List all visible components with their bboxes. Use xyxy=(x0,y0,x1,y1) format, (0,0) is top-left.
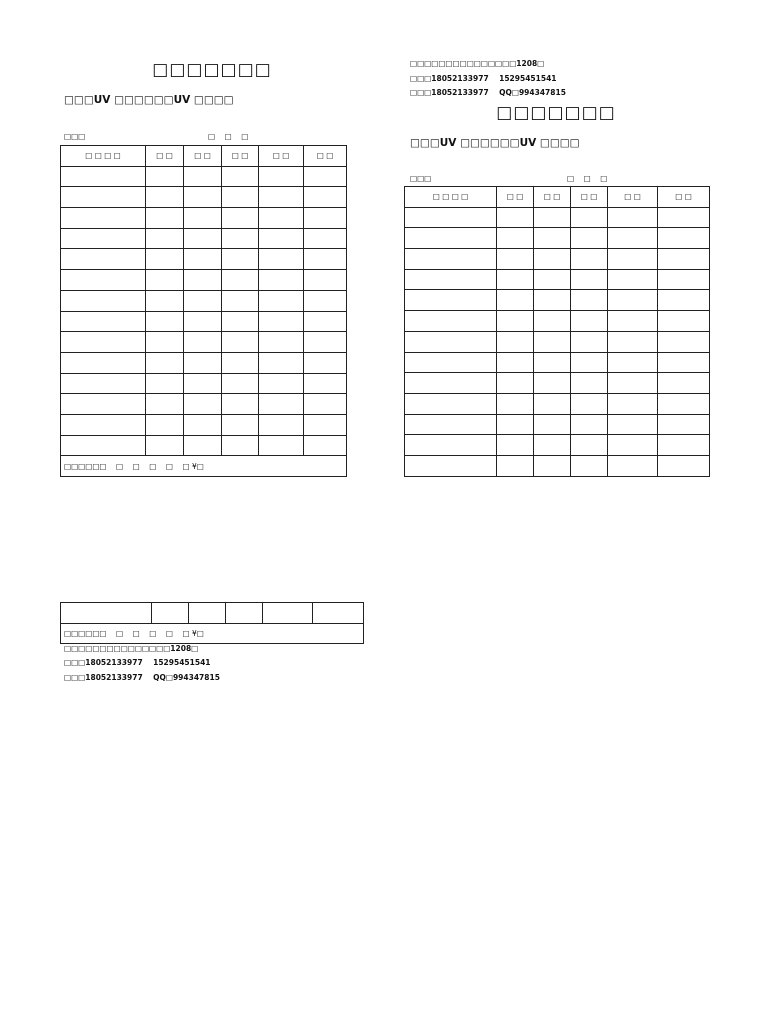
column-header: □ □ xyxy=(534,187,571,208)
table-cell xyxy=(222,352,259,373)
table-row xyxy=(61,290,347,311)
table-body xyxy=(61,166,347,456)
total-amount-row: □□□□□□ □ □ □ □ □ ¥□ xyxy=(61,623,364,644)
table-cell xyxy=(658,269,710,290)
table-cell xyxy=(222,228,259,249)
table-cell xyxy=(222,270,259,291)
table-cell xyxy=(61,603,152,624)
table-cell xyxy=(259,332,304,353)
column-header: □ □ xyxy=(184,146,222,167)
table-cell xyxy=(222,373,259,394)
table-cell xyxy=(534,249,571,270)
table-row xyxy=(405,373,710,394)
right-date-label: □ □ □ xyxy=(567,174,608,183)
table-cell xyxy=(405,393,497,414)
table-cell xyxy=(497,414,534,435)
table-cell xyxy=(184,208,222,229)
table-cell xyxy=(571,311,608,332)
table-cell xyxy=(61,228,146,249)
table-cell xyxy=(184,435,222,456)
table-cell xyxy=(497,373,534,394)
table-cell xyxy=(534,207,571,228)
table-cell xyxy=(658,207,710,228)
table-cell xyxy=(534,435,571,456)
table-cell xyxy=(608,455,658,476)
table-cell xyxy=(405,249,497,270)
table-cell xyxy=(61,249,146,270)
contact-qq: □□□18052133977 QQ□994347815 xyxy=(410,88,566,97)
table-cell xyxy=(534,373,571,394)
column-header: □ □ □ □ xyxy=(61,146,146,167)
table-row xyxy=(61,603,364,624)
table-cell xyxy=(608,435,658,456)
table-cell xyxy=(608,290,658,311)
table-row xyxy=(61,332,347,353)
table-cell xyxy=(259,187,304,208)
table-body xyxy=(61,603,364,624)
table-cell xyxy=(146,311,184,332)
table-cell xyxy=(571,207,608,228)
table-cell xyxy=(226,603,263,624)
table-cell xyxy=(61,332,146,353)
table-cell xyxy=(259,373,304,394)
table-row xyxy=(61,435,347,456)
table-cell xyxy=(259,208,304,229)
table-cell xyxy=(534,228,571,249)
table-cell xyxy=(259,435,304,456)
table-cell xyxy=(304,435,347,456)
table-cell xyxy=(184,414,222,435)
table-cell xyxy=(658,373,710,394)
table-cell xyxy=(259,311,304,332)
table-cell xyxy=(608,373,658,394)
table-cell xyxy=(146,187,184,208)
table-cell xyxy=(184,249,222,270)
table-cell xyxy=(497,455,534,476)
table-row xyxy=(61,249,347,270)
table-cell xyxy=(184,332,222,353)
table-cell xyxy=(497,207,534,228)
column-header: □ □ xyxy=(608,187,658,208)
table-cell xyxy=(405,455,497,476)
table-cell xyxy=(571,373,608,394)
table-cell xyxy=(222,187,259,208)
contact-phone: □□□18052133977 15295451541 xyxy=(64,658,211,667)
table-cell xyxy=(222,394,259,415)
table-cell xyxy=(658,290,710,311)
table-cell xyxy=(146,228,184,249)
right-form-title: □□□□□□□ xyxy=(496,103,616,123)
table-cell xyxy=(259,228,304,249)
table-cell xyxy=(146,208,184,229)
table-cell xyxy=(608,228,658,249)
bottom-order-table xyxy=(60,602,364,644)
left-date-label: □ □ □ xyxy=(208,132,249,141)
table-cell xyxy=(405,373,497,394)
table-cell xyxy=(534,414,571,435)
left-customer-label: □□□ xyxy=(64,132,86,141)
table-cell xyxy=(61,311,146,332)
table-cell xyxy=(146,435,184,456)
table-cell xyxy=(658,311,710,332)
table-cell xyxy=(304,187,347,208)
total-amount-row: □□□□□□ □ □ □ □ □ ¥□ xyxy=(61,456,347,477)
table-cell xyxy=(405,228,497,249)
table-cell xyxy=(259,249,304,270)
left-form-title: □□□□□□□ xyxy=(152,60,272,80)
table-cell xyxy=(405,290,497,311)
table-cell xyxy=(146,352,184,373)
table-cell xyxy=(534,290,571,311)
table-row xyxy=(61,208,347,229)
table-row xyxy=(405,311,710,332)
table-row xyxy=(405,249,710,270)
table-cell xyxy=(189,603,226,624)
table-cell xyxy=(61,187,146,208)
table-cell xyxy=(658,414,710,435)
table-cell xyxy=(222,414,259,435)
table-cell xyxy=(658,331,710,352)
table-row xyxy=(61,228,347,249)
table-cell xyxy=(259,414,304,435)
table-cell xyxy=(497,352,534,373)
table-row xyxy=(61,187,347,208)
column-header: □ □ xyxy=(571,187,608,208)
table-cell xyxy=(222,332,259,353)
table-cell xyxy=(658,228,710,249)
table-cell xyxy=(61,373,146,394)
table-row xyxy=(405,331,710,352)
left-form-subtitle: □□□UV □□□□□□UV □□□□ xyxy=(64,94,234,106)
table-cell xyxy=(146,414,184,435)
table-cell xyxy=(304,311,347,332)
table-cell xyxy=(259,270,304,291)
table-row xyxy=(405,269,710,290)
column-header: □ □ xyxy=(658,187,710,208)
table-cell xyxy=(259,290,304,311)
table-cell xyxy=(497,435,534,456)
table-cell xyxy=(222,249,259,270)
table-cell xyxy=(497,249,534,270)
table-cell xyxy=(304,373,347,394)
table-cell xyxy=(405,352,497,373)
table-cell xyxy=(571,393,608,414)
table-cell xyxy=(534,393,571,414)
table-cell xyxy=(608,393,658,414)
table-cell xyxy=(61,394,146,415)
table-cell xyxy=(304,208,347,229)
table-cell xyxy=(497,393,534,414)
table-cell xyxy=(658,393,710,414)
table-header-row xyxy=(405,187,710,208)
table-cell xyxy=(184,166,222,187)
table-body xyxy=(405,207,710,476)
table-cell xyxy=(61,435,146,456)
table-cell xyxy=(497,311,534,332)
table-cell xyxy=(571,331,608,352)
table-cell xyxy=(571,249,608,270)
table-row xyxy=(405,435,710,456)
table-cell xyxy=(184,270,222,291)
table-cell xyxy=(608,352,658,373)
table-cell xyxy=(146,290,184,311)
left-order-table xyxy=(60,145,347,477)
table-cell xyxy=(304,352,347,373)
table-cell xyxy=(608,269,658,290)
table-cell xyxy=(658,352,710,373)
column-header: □ □ xyxy=(259,146,304,167)
table-cell xyxy=(405,207,497,228)
table-cell xyxy=(405,269,497,290)
table-cell xyxy=(222,166,259,187)
table-row xyxy=(405,207,710,228)
table-row xyxy=(405,290,710,311)
table-cell xyxy=(313,603,364,624)
right-order-table xyxy=(404,186,710,477)
column-header: □ □ xyxy=(146,146,184,167)
table-cell xyxy=(405,331,497,352)
table-footer-row xyxy=(61,623,364,644)
table-cell xyxy=(571,352,608,373)
column-header: □ □ xyxy=(222,146,259,167)
table-cell xyxy=(497,331,534,352)
table-cell xyxy=(304,166,347,187)
contact-phone: □□□18052133977 15295451541 xyxy=(410,74,557,83)
table-cell xyxy=(608,207,658,228)
table-cell xyxy=(184,311,222,332)
table-cell xyxy=(152,603,189,624)
table-cell xyxy=(608,331,658,352)
table-cell xyxy=(571,228,608,249)
table-cell xyxy=(608,311,658,332)
table-row xyxy=(61,270,347,291)
table-cell xyxy=(263,603,313,624)
table-cell xyxy=(571,435,608,456)
contact-address: □□□□□□□□□□□□□□□1208□ xyxy=(64,644,199,653)
table-cell xyxy=(497,290,534,311)
table-cell xyxy=(184,290,222,311)
table-cell xyxy=(571,455,608,476)
table-cell xyxy=(534,455,571,476)
table-cell xyxy=(497,228,534,249)
table-cell xyxy=(61,414,146,435)
right-form-subtitle: □□□UV □□□□□□UV □□□□ xyxy=(410,137,580,149)
table-cell xyxy=(146,249,184,270)
table-cell xyxy=(184,228,222,249)
table-cell xyxy=(608,414,658,435)
table-cell xyxy=(405,311,497,332)
table-cell xyxy=(304,414,347,435)
table-cell xyxy=(259,166,304,187)
table-cell xyxy=(658,249,710,270)
table-cell xyxy=(61,208,146,229)
table-cell xyxy=(405,435,497,456)
table-cell xyxy=(146,166,184,187)
table-cell xyxy=(304,290,347,311)
table-row xyxy=(405,455,710,476)
table-cell xyxy=(534,269,571,290)
table-cell xyxy=(608,249,658,270)
table-cell xyxy=(61,352,146,373)
table-cell xyxy=(304,249,347,270)
table-cell xyxy=(184,394,222,415)
table-cell xyxy=(304,270,347,291)
table-cell xyxy=(304,228,347,249)
table-cell xyxy=(304,332,347,353)
table-cell xyxy=(259,352,304,373)
table-row xyxy=(61,373,347,394)
table-cell xyxy=(146,332,184,353)
table-cell xyxy=(658,435,710,456)
table-row xyxy=(61,414,347,435)
right-customer-label: □□□ xyxy=(410,174,432,183)
table-cell xyxy=(304,394,347,415)
table-cell xyxy=(222,208,259,229)
table-cell xyxy=(184,373,222,394)
table-cell xyxy=(222,435,259,456)
table-cell xyxy=(534,331,571,352)
table-cell xyxy=(184,352,222,373)
table-cell xyxy=(259,394,304,415)
table-cell xyxy=(405,414,497,435)
table-cell xyxy=(61,290,146,311)
table-cell xyxy=(61,166,146,187)
column-header: □ □ xyxy=(497,187,534,208)
table-cell xyxy=(222,311,259,332)
table-cell xyxy=(146,373,184,394)
table-cell xyxy=(534,352,571,373)
table-cell xyxy=(146,394,184,415)
table-cell xyxy=(571,414,608,435)
table-cell xyxy=(658,455,710,476)
table-row xyxy=(405,393,710,414)
table-footer-row xyxy=(61,456,347,477)
table-cell xyxy=(534,311,571,332)
table-cell xyxy=(571,269,608,290)
table-cell xyxy=(61,270,146,291)
table-cell xyxy=(571,290,608,311)
table-row xyxy=(405,352,710,373)
table-cell xyxy=(146,270,184,291)
column-header: □ □ □ □ xyxy=(405,187,497,208)
table-row xyxy=(61,352,347,373)
table-row xyxy=(61,394,347,415)
column-header: □ □ xyxy=(304,146,347,167)
table-cell xyxy=(184,187,222,208)
table-cell xyxy=(222,290,259,311)
table-row xyxy=(61,166,347,187)
table-header-row xyxy=(61,146,347,167)
contact-address: □□□□□□□□□□□□□□□1208□ xyxy=(410,59,545,68)
table-row xyxy=(405,228,710,249)
contact-qq: □□□18052133977 QQ□994347815 xyxy=(64,673,220,682)
table-row xyxy=(405,414,710,435)
table-cell xyxy=(497,269,534,290)
table-row xyxy=(61,311,347,332)
